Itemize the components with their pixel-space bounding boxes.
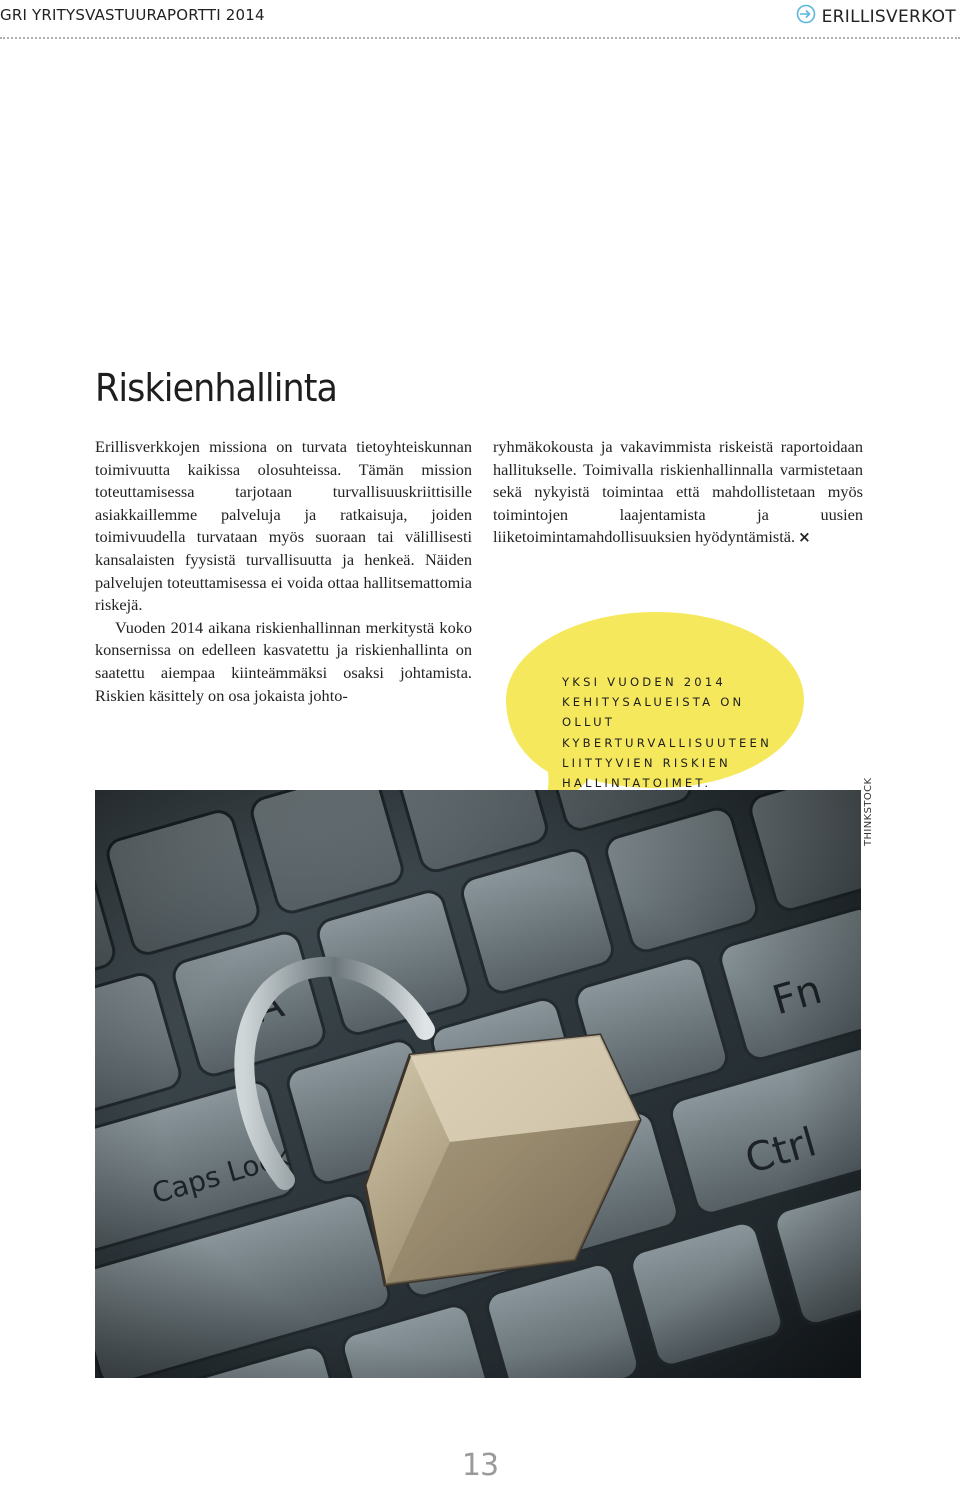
callout-text: YKSI VUODEN 2014 KEHITYSALUEISTA ON OLLUT KYBERTURVALLISUUTEEN LIITTYVIEN RISKIEN HALLINTATOIMET.	[562, 675, 772, 791]
body-paragraph-2: Vuoden 2014 aikana riskienhallinnan merkitystä koko konsernissa on edelleen kasvatettu ja riskienhallinta on saatettu aiempaa kiinteämmäksi osaksi johtamista. Riskien käsittely on osa jokaista johto-	[95, 617, 472, 705]
body-paragraph-1: Erillisverkkojen missiona on turvata tietoyhteiskunnan toimivuutta kaikissa olosuhteissa. Tämän mission toteuttamisessa tarjotaan turvallisuuskriittisille asiakkaillemme palveluja ja ratkaisuja, joiden toimivuudella turvataan myös suoraan tai välillisesti kansalaisten fyysistä turvallisuutta ja henkeä. Näiden palvelujen toteuttamisessa ei voida ottaa hallitsemattomia riskejä.	[95, 437, 472, 615]
photo-credit-text: THINKSTOCK	[863, 777, 874, 846]
header-divider	[0, 37, 960, 39]
page-title: Riskienhallinta	[95, 366, 338, 410]
body-column-right	[493, 436, 863, 549]
page-number: 13	[461, 1448, 499, 1483]
brand	[796, 4, 956, 29]
brand-name: ERILLISVERKOT	[821, 6, 956, 27]
body-paragraph-3-text: ryhmäkokousta ja vakavimmista riskeistä raportoidaan hallitukselle. Toimivalla riskienhallinnalla varmistetaan sekä nykyistä toimintaa että mahdollistetaan myös toimintojen laajentamista ja uusien liiketoimintamahdollisuuksien hyödyntämistä.	[493, 437, 863, 547]
photo-credit	[863, 777, 881, 850]
body-paragraph-3	[493, 436, 863, 549]
erillisverkot-logo-icon	[796, 4, 816, 29]
report-title: GRI YRITYSVASTUURAPORTTI 2014	[0, 6, 265, 24]
padlock-keyboard-photo	[95, 790, 861, 1378]
body-column-left	[95, 436, 472, 707]
article-end-mark: ×	[798, 528, 811, 547]
